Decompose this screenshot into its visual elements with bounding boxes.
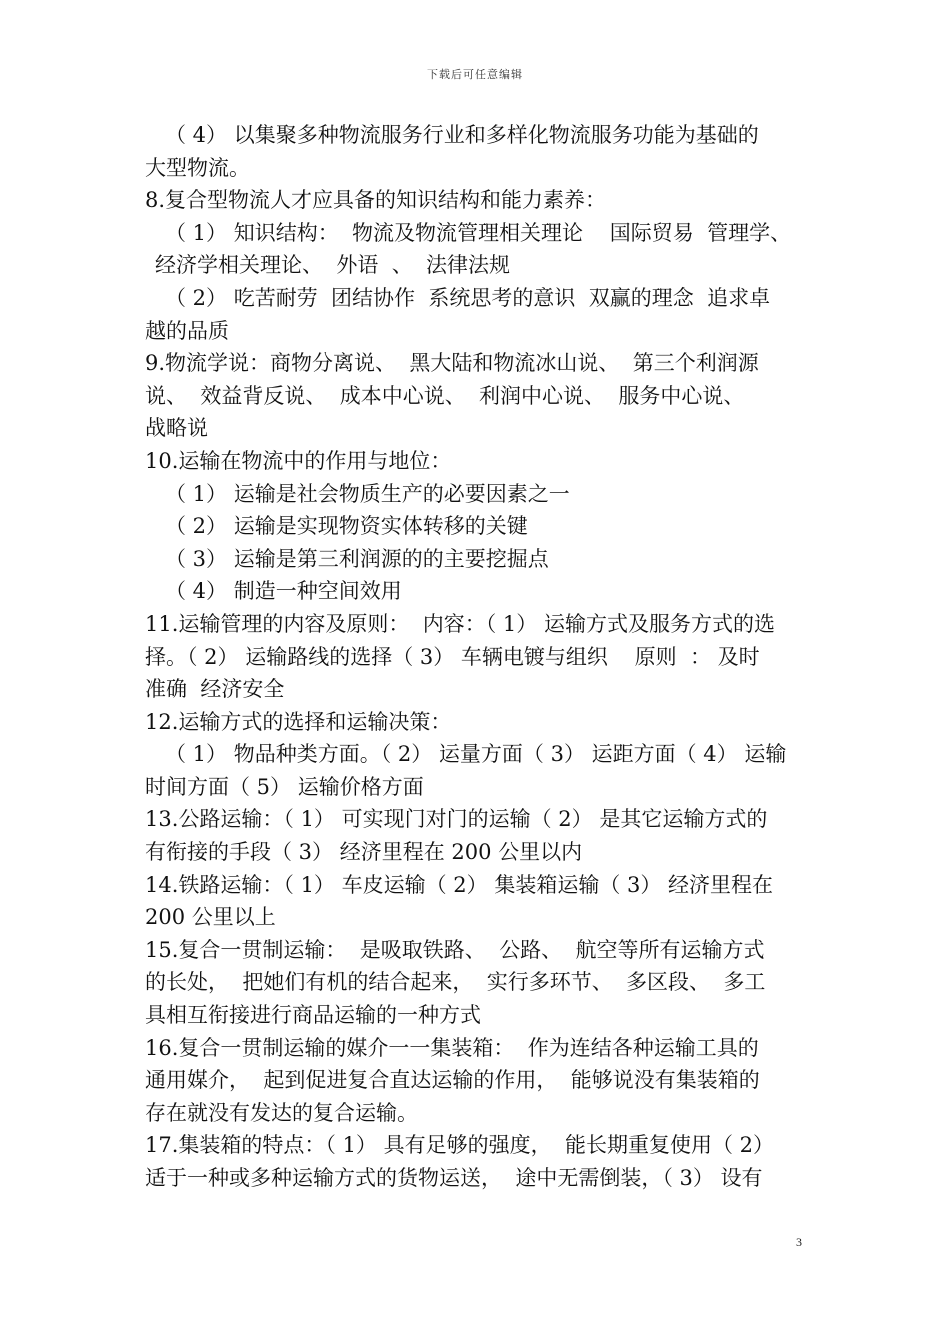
text-line: 大型物流。 [145,155,250,180]
text-line: 适于一种或多种运输方式的货物运送， 途中无需倒装，（ 3） 设有 [145,1166,763,1190]
text-line: 说、 效益背反说、 成本中心说、 利润中心说、 服务中心说、 [145,383,745,408]
text-line: （ 1） 运输是社会物质生产的必要因素之一 [165,481,570,506]
text-line: 具相互衔接进行商品运输的一种方式 [145,1003,481,1028]
text-line: 200 公里以上 [145,905,276,930]
text-line: 17.集装箱的特点：（ 1） 具有足够的强度， 能长期重复使用（ 2） [145,1133,774,1158]
text-line: 的长处， 把她们有机的结合起来， 实行多环节、 多区段、 多工 [145,970,766,995]
text-line: 经济学相关理论、 外语 、 法律法规 [155,253,511,278]
text-line: 12.运输方式的选择和运输决策： [145,709,452,734]
page-number: 3 [796,1235,802,1249]
text-line: 越的品质 [145,318,229,343]
text-line: 9.物流学说：商物分离说、 黑大陆和物流冰山说、 第三个利润源 [145,351,759,376]
text-line: （ 3） 运输是第三利润源的的主要挖掘点 [165,546,549,571]
text-line: 16.复合一贯制运输的媒介一一集装箱： 作为连结各种运输工具的 [145,1035,759,1060]
text-line: 通用媒介， 起到促进复合直达运输的作用， 能够说没有集装箱的 [145,1068,760,1093]
text-line: 13.公路运输：（ 1） 可实现门对门的运输（ 2） 是其它运输方式的 [145,807,768,832]
page-header: 下载后可任意编辑 [427,68,523,81]
text-line: 10.运输在物流中的作用与地位： [145,448,452,473]
text-line: 11.运输管理的内容及原则： 内容：（ 1） 运输方式及服务方式的选 [145,611,775,636]
text-line: 准确 经济安全 [145,677,285,702]
text-line: 战略说 [145,416,208,441]
document-body [145,119,810,1195]
text-line: 择。（ 2） 运输路线的选择（ 3） 车辆电镀与组织 原则 ： 及时 [145,644,760,669]
text-line: （ 1） 物品种类方面。（ 2） 运量方面（ 3） 运距方面（ 4） 运输 [165,742,787,767]
text-line: 14.铁路运输：（ 1） 车皮运输（ 2） 集装箱运输（ 3） 经济里程在 [145,872,774,897]
text-line: 时间方面（ 5） 运输价格方面 [145,774,424,799]
text-line: 8.复合型物流人才应具备的知识结构和能力素养： [145,188,607,213]
text-line: 存在就没有发达的复合运输。 [145,1100,418,1125]
text-line: （ 4） 制造一种空间效用 [165,579,402,604]
text-line: （ 4） 以集聚多种物流服务行业和多样化物流服务功能为基础的 [165,123,759,147]
text-line: （ 2） 运输是实现物资实体转移的关键 [165,514,528,539]
text-line: 有衔接的手段（ 3） 经济里程在 200 公里以内 [145,840,583,865]
text-line: （ 1） 知识结构： 物流及物流管理相关理论 国际贸易 管理学、 [165,220,792,245]
text-line: 15.复合一贯制运输： 是吸取铁路、 公路、 航空等所有运输方式 [145,937,765,962]
text-line: （ 2） 吃苦耐劳 团结协作 系统思考的意识 双赢的理念 追求卓 [165,285,771,310]
